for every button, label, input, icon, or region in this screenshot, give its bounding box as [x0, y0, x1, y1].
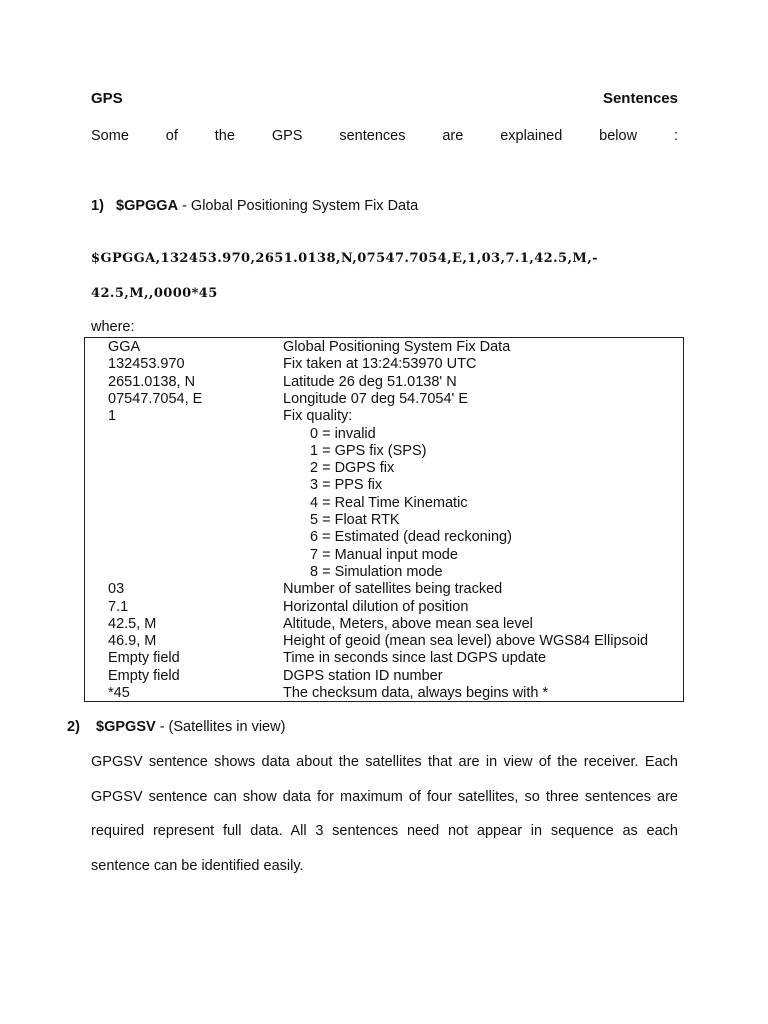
- field-key: 03: [108, 581, 125, 598]
- gsv-paragraph-line-1: GPGSV sentence shows data about the satellites that are in view of the receiver. Each: [91, 754, 678, 770]
- field-row: [85, 616, 683, 633]
- field-description: DGPS station ID number: [283, 667, 443, 684]
- field-description: Number of satellites being tracked: [283, 581, 503, 598]
- field-description: Altitude, Meters, above mean sea level: [283, 615, 533, 632]
- field-key: 46.9, M: [108, 633, 157, 650]
- field-row: [85, 391, 683, 408]
- gga-example-line-2: 42.5,M,,0000*45: [91, 286, 218, 301]
- section-gsv-code: $GPGSV: [96, 719, 156, 735]
- field-description: Fix taken at 13:24:53970 UTC: [283, 356, 477, 373]
- field-key: 7.1: [108, 598, 129, 615]
- section-gsv-heading: [67, 719, 285, 735]
- field-row: [85, 633, 683, 650]
- field-description: Horizontal dilution of position: [283, 598, 469, 615]
- field-row: [85, 426, 683, 443]
- field-description: The checksum data, always begins with *: [283, 685, 549, 701]
- intro-word: below: [599, 128, 638, 144]
- intro-word: GPS: [271, 128, 303, 144]
- field-row: [85, 529, 683, 546]
- field-row: [85, 599, 683, 616]
- field-description: Time in seconds since last DGPS update: [283, 650, 547, 667]
- field-row: [85, 460, 683, 477]
- field-row: [85, 374, 683, 391]
- fix-quality-option: 1 = GPS fix (SPS): [310, 442, 427, 459]
- section-gga-description: - Global Positioning System Fix Data: [178, 198, 419, 214]
- field-key: Empty field: [108, 650, 180, 667]
- fix-quality-option: 0 = invalid: [310, 425, 376, 442]
- field-key: 1: [108, 408, 117, 425]
- fix-quality-option: 7 = Manual input mode: [310, 546, 458, 563]
- field-description: Latitude 26 deg 51.0138' N: [283, 373, 457, 390]
- field-key: Empty field: [108, 667, 180, 684]
- intro-word: are: [442, 128, 464, 144]
- field-row: [85, 547, 683, 564]
- intro-word: of: [165, 128, 178, 144]
- section-gga-number: 1): [91, 198, 104, 214]
- intro-sentence: [91, 128, 678, 144]
- fix-quality-option: 8 = Simulation mode: [310, 563, 443, 580]
- field-row: [85, 408, 683, 425]
- field-row: [85, 339, 683, 356]
- intro-word: the: [214, 128, 235, 144]
- field-key: GGA: [108, 339, 141, 355]
- field-row: [85, 668, 683, 685]
- where-label: where:: [91, 319, 135, 335]
- field-row: [85, 443, 683, 460]
- gga-fields-table: [84, 337, 684, 702]
- intro-word: explained: [500, 128, 563, 144]
- field-key: *45: [108, 685, 130, 701]
- field-row: [85, 495, 683, 512]
- field-key: 07547.7054, E: [108, 390, 203, 407]
- field-row: [85, 356, 683, 373]
- section-gsv-description: - (Satellites in view): [155, 719, 286, 735]
- fix-quality-option: 2 = DGPS fix: [310, 460, 395, 477]
- field-description: Global Positioning System Fix Data: [283, 339, 511, 355]
- field-description: Height of geoid (mean sea level) above WGS84 Ellipsoid: [283, 633, 649, 650]
- intro-word: Some: [91, 128, 129, 144]
- fix-quality-option: 3 = PPS fix: [310, 477, 383, 494]
- fix-quality-option: 5 = Float RTK: [310, 512, 400, 528]
- section-gga-code: $GPGGA: [116, 198, 179, 214]
- gsv-paragraph-line-4: sentence can be identified easily.: [91, 858, 304, 874]
- field-row: [85, 685, 683, 702]
- gga-example-line-1: $GPGGA,132453.970,2651.0138,N,07547.7054,E,1,03,7.1,42.5,M,-: [91, 251, 598, 266]
- field-row: [85, 650, 683, 667]
- fix-quality-option: 6 = Estimated (dead reckoning): [310, 529, 512, 546]
- field-key: 2651.0138, N: [108, 373, 196, 390]
- document-title: [91, 90, 678, 107]
- field-description: Fix quality:: [283, 408, 353, 425]
- field-row: [85, 477, 683, 494]
- intro-word: sentences: [339, 128, 406, 144]
- gsv-paragraph-line-3: required represent full data. All 3 sentences need not appear in sequence as each: [91, 823, 678, 839]
- title-left: GPS: [91, 90, 123, 107]
- section-gga-heading: [91, 198, 418, 214]
- field-row: [85, 564, 683, 581]
- field-row: [85, 581, 683, 598]
- field-key: 132453.970: [108, 356, 185, 373]
- title-right: Sentences: [602, 90, 678, 107]
- section-gsv-number: 2): [67, 719, 80, 735]
- fix-quality-option: 4 = Real Time Kinematic: [310, 494, 468, 511]
- intro-word: :: [673, 128, 678, 144]
- field-key: 42.5, M: [108, 615, 157, 632]
- field-row: [85, 512, 683, 529]
- gsv-paragraph-line-2: GPGSV sentence can show data for maximum of four satellites, so three sentences are: [91, 789, 678, 805]
- field-description: Longitude 07 deg 54.7054' E: [283, 390, 468, 407]
